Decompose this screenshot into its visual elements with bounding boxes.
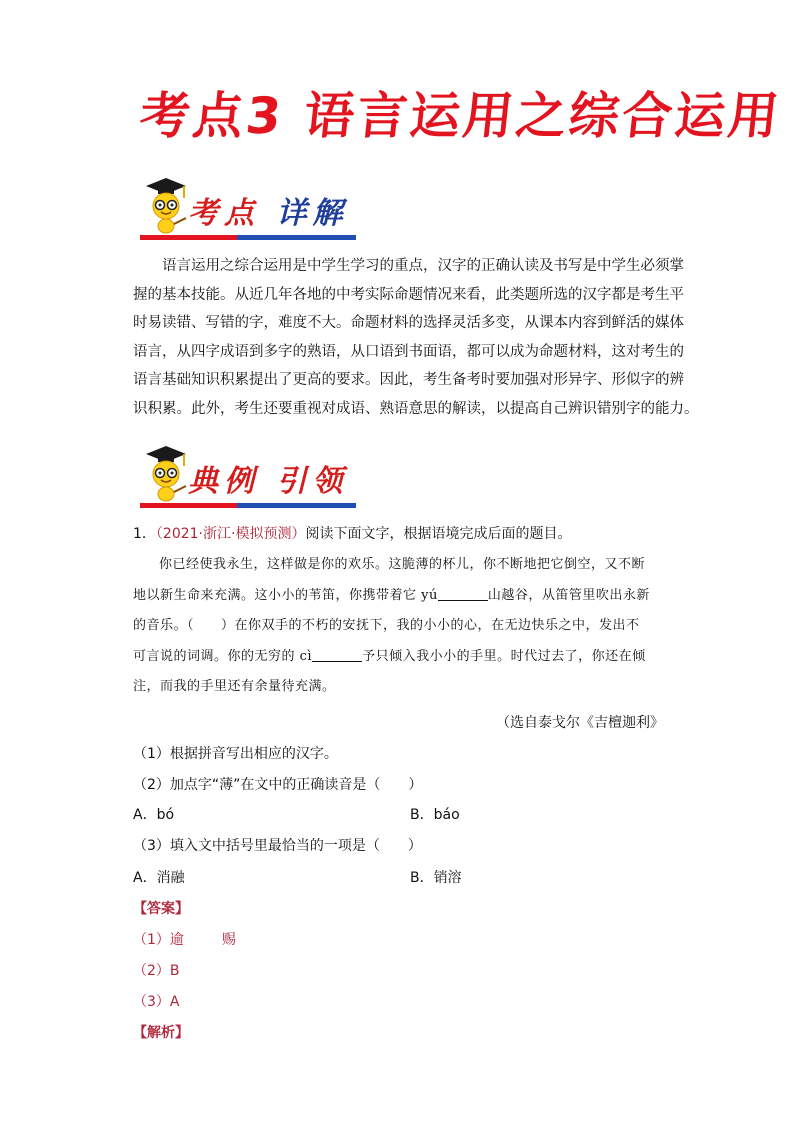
page-title: 考点3 语言运用之综合运用 (136, 87, 785, 145)
section-underline (140, 503, 356, 508)
intro-line: 语言，从四字成语到多字的熟语，从口语到书面语，都可以成为命题材料，这对考生的 (133, 343, 684, 360)
section-label-xiangjie: 详解 (276, 196, 349, 231)
section-label-dianli: 典例 (188, 464, 260, 499)
answer-blank (312, 647, 362, 662)
passage-text: 地以新生命来充满。这小小的苇笛，你携带着它 yú (133, 587, 438, 603)
option-a: A．bó (133, 807, 175, 823)
option-b: B．销溶 (410, 870, 462, 886)
answer-tag: 【答案】 (133, 901, 189, 917)
sub-question: （1）根据拼音写出相应的汉字。 (133, 746, 338, 762)
sub-question: （2）加点字“薄”在文中的正确读音是（ ） (133, 777, 423, 793)
reading-passage (133, 550, 663, 703)
analysis-tag: 【解析】 (133, 1025, 189, 1041)
passage-text: 可言说的词调。你的无穷的 cì (133, 648, 313, 664)
answer-line: （3）A (133, 994, 180, 1010)
answer-text: 赐 (221, 932, 236, 948)
question-source: （2021·浙江·模拟预测） (155, 526, 306, 542)
passage-text: 予只倾入我小小的手里。时代过去了，你还在倾 (362, 648, 646, 664)
option-a: A．消融 (133, 870, 185, 886)
passage-line: 注，而我的手里还有余量待充满。 (133, 679, 336, 694)
passage-text: 山越谷，从笛管里吹出永新 (487, 587, 650, 603)
section-header-kaodian (140, 174, 360, 240)
question-stem (133, 524, 571, 544)
question-number: 1． (133, 526, 156, 542)
answer-number: （1） (133, 932, 170, 948)
option-b: B．báo (410, 807, 460, 823)
answer-line: （2）B (133, 963, 180, 979)
question-prompt: 阅读下面文字，根据语境完成后面的题目。 (305, 526, 572, 542)
passage-line (133, 581, 663, 612)
section-header-dianli (140, 442, 360, 508)
answer-blank (438, 586, 488, 601)
intro-paragraph (133, 252, 699, 423)
answer-text: 逾 (169, 932, 184, 948)
passage-line: 的音乐。（ ）在你双手的不朽的安抚下，我的小小的心，在无边快乐之中，发出不 (133, 618, 640, 633)
sub-question: （3）填入文中括号里最恰当的一项是（ ） (133, 838, 422, 854)
professor-mascot-icon (140, 442, 188, 504)
intro-line: 握的基本技能。从近几年各地的中考实际命题情况来看，此类题所选的汉字都是考生平 (133, 286, 684, 303)
passage-source: （选自泰戈尔《吉檀迦利》 (496, 715, 664, 731)
intro-line: 语言运用之综合运用是中学生学习的重点，汉字的正确认读及书写是中学生必须掌 (162, 258, 684, 274)
section-label-yinling: 引领 (276, 464, 349, 499)
professor-mascot-icon (140, 174, 188, 236)
section-underline (140, 235, 356, 240)
intro-line: 识积累。此外，考生还要重视对成语、熟语意思的解读，以提高自己辨识错别字的能力。 (133, 400, 699, 417)
intro-line: 语言基础知识积累提出了更高的要求。因此，考生备考时要加强对形异字、形似字的辨 (133, 372, 684, 388)
answer-line (133, 930, 236, 950)
section-label-kaodian: 考点 (188, 196, 260, 231)
passage-line: 你已经使我永生，这样做是你的欢乐。这脆薄的杯儿，你不断地把它倒空，又不断 (159, 557, 646, 572)
intro-line: 时易读错、写错的字，难度不大。命题材料的选择灵活多变，从课本内容到鲜活的媒体 (133, 315, 684, 331)
passage-line (133, 642, 663, 673)
